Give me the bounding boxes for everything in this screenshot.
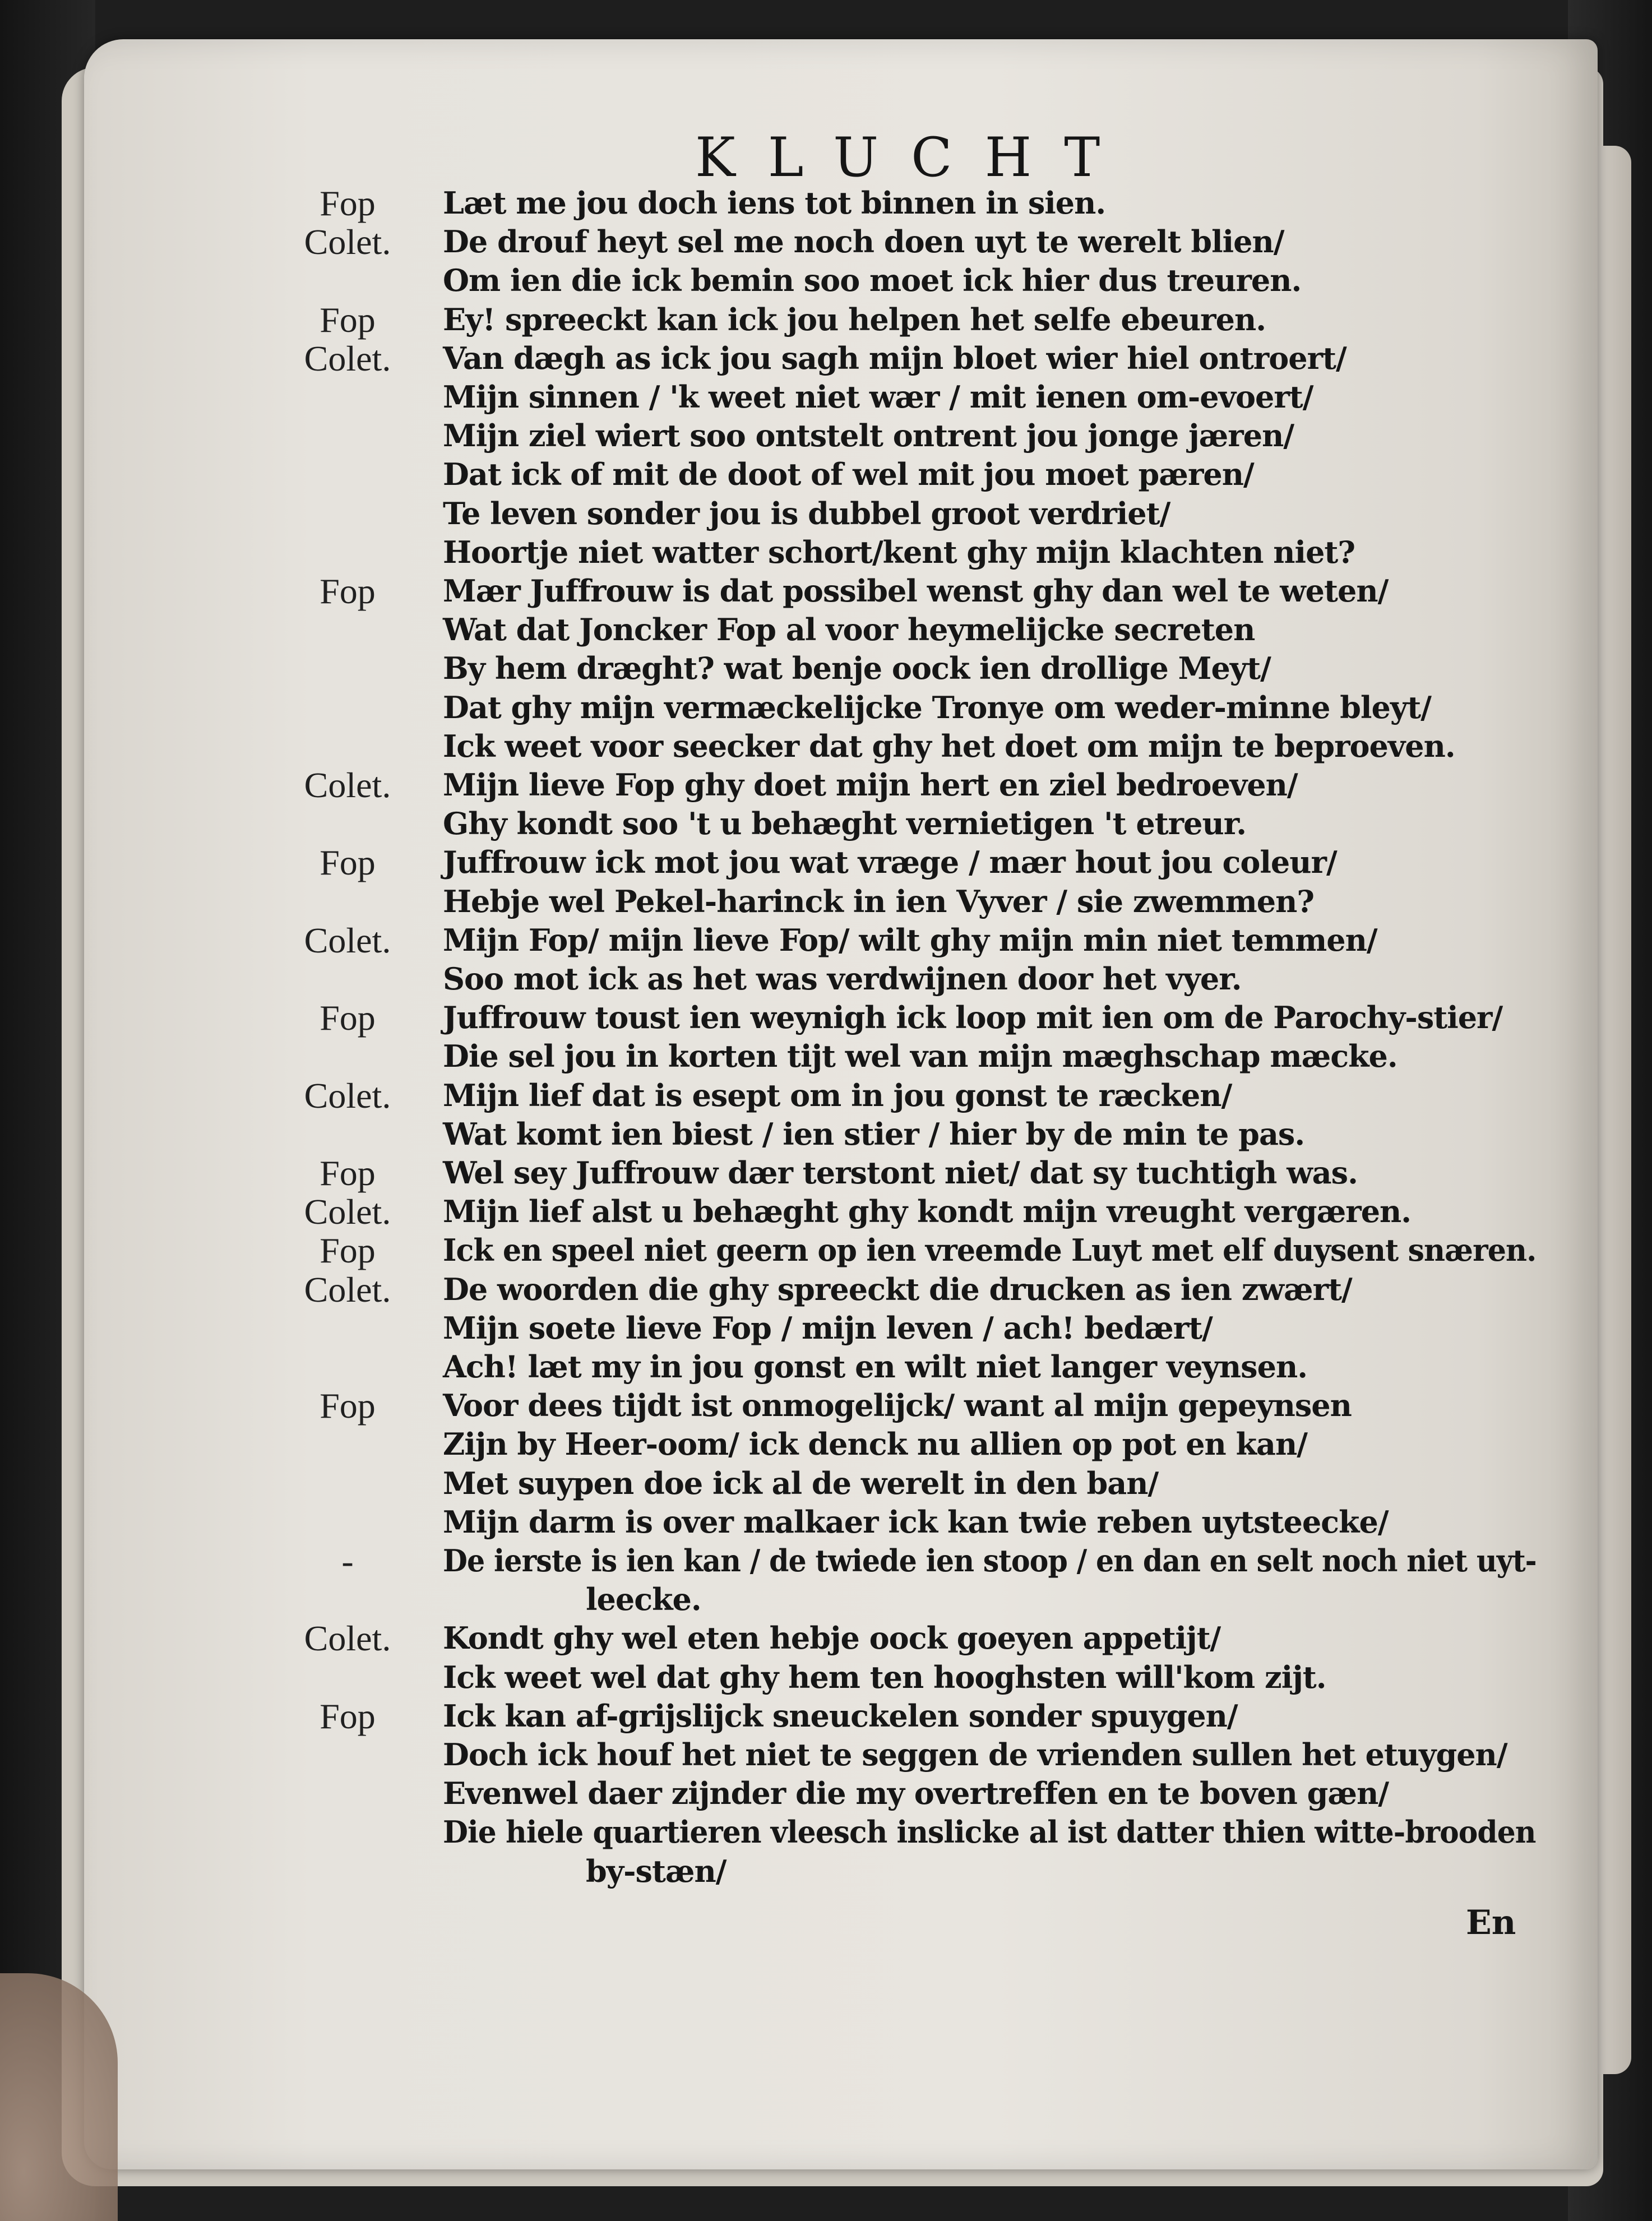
dialogue-line: Wat dat Joncker Fop al voor heymelijcke secreten (443, 612, 1255, 648)
dialogue-line: De woorden die ghy spreeckt die drucken as ien zwært/ (443, 1271, 1352, 1307)
speaker-label: Colet. (304, 920, 391, 960)
speaker-label: Fop (320, 1230, 376, 1271)
dialogue-line: Læt me jou doch iens tot binnen in sien. (443, 185, 1106, 221)
speaker-label: Colet. (304, 1075, 391, 1116)
dialogue-line: Mijn lieve Fop ghy doet mijn hert en ziel bedroeven/ (443, 767, 1298, 803)
dialogue-line: Om ien die ick bemin soo moet ick hier dus treuren. (443, 262, 1302, 299)
dialogue-line: Mijn sinnen / 'k weet niet wær / mit ienen om-evoert/ (443, 379, 1313, 415)
speaker-label: Colet. (304, 1192, 391, 1232)
thumb-holding-page (0, 1973, 118, 2221)
dialogue-line: Mijn darm is over malkaer ick kan twie reben uytsteecke/ (443, 1503, 1389, 1540)
dialogue-line: Dat ick of mit de doot of wel mit jou moet pæren/ (443, 456, 1254, 493)
speaker-label: - (341, 1541, 354, 1581)
dialogue-line: Mijn lief alst u behæght ghy kondt mijn vreught vergæren. (443, 1193, 1412, 1230)
speaker-label: Colet. (304, 1618, 391, 1659)
speaker-label: Fop (320, 1153, 376, 1193)
dialogue-line: De drouf heyt sel me noch doen uyt te werelt blien/ (443, 224, 1284, 260)
speaker-label: Fop (320, 183, 376, 223)
dialogue-line: Die hiele quartieren vleesch inslicke al ist datter thien witte-brooden (443, 1814, 1536, 1850)
dialogue-line: Mijn lief dat is esept om in jou gonst te ræcken/ (443, 1077, 1232, 1113)
dialogue-line: Ick kan af-grijslijck sneuckelen sonder spuygen/ (443, 1697, 1238, 1734)
speaker-label: Fop (320, 998, 376, 1038)
speaker-label: Fop (320, 571, 376, 611)
speaker-label: Colet. (304, 222, 391, 262)
dialogue-line: by-stæn/ (586, 1853, 726, 1889)
speaker-label: Colet. (304, 1269, 391, 1310)
dialogue-line: Voor dees tijdt ist onmogelijck/ want al mijn gepeynsen (443, 1387, 1352, 1424)
dialogue-line: Juffrouw toust ien weynigh ick loop mit ien om de Parochy-stier/ (443, 1000, 1503, 1036)
dialogue-line: By hem dræght? wat benje oock ien drollige Meyt/ (443, 650, 1271, 687)
dialogue-line: Doch ick houf het niet te seggen de vrienden sullen het etuygen/ (443, 1737, 1507, 1773)
speaker-label: Fop (320, 1386, 376, 1426)
dialogue-line: Mijn Fop/ mijn lieve Fop/ wilt ghy mijn min niet temmen/ (443, 922, 1377, 958)
facing-page-edge (1598, 146, 1631, 2074)
dialogue-line: Ick en speel niet geern op ien vreemde Luyt met elf duysent snæren. (443, 1232, 1537, 1269)
running-head: KLUCHT (695, 126, 1133, 189)
dialogue-line: Ick weet voor seecker dat ghy het doet om mijn te beproeven. (443, 728, 1455, 764)
dialogue-line: Soo mot ick as het was verdwijnen door het vyer. (443, 961, 1242, 997)
dialogue-line: Evenwel daer zijnder die my overtreffen en te boven gæn/ (443, 1775, 1389, 1812)
dialogue-line: Ach! læt my in jou gonst en wilt niet langer veynsen. (443, 1349, 1308, 1385)
dialogue-line: Juffrouw ick mot jou wat vræge / mær hout jou coleur/ (443, 844, 1337, 881)
dialogue-line: De ierste is ien kan / de twiede ien stoop / en dan en selt noch niet uyt- (443, 1543, 1537, 1579)
dialogue-line: Hebje wel Pekel-harinck in ien Vyver / sie zwemmen? (443, 883, 1314, 919)
dialogue-line: Ey! spreeckt kan ick jou helpen het selfe ebeuren. (443, 301, 1266, 337)
dialogue-line: Te leven sonder jou is dubbel groot verdriet/ (443, 495, 1170, 531)
dialogue-line: Wel sey Juffrouw dær terstont niet/ dat sy tuchtigh was. (443, 1155, 1358, 1191)
dialogue-line: leecke. (586, 1581, 701, 1618)
speaker-label: Fop (320, 843, 376, 883)
dialogue-line: Dat ghy mijn vermæckelijcke Tronye om weder-minne bleyt/ (443, 689, 1431, 725)
dialogue-line: Mijn soete lieve Fop / mijn leven / ach! bedært/ (443, 1310, 1213, 1346)
catchword: En (1466, 1903, 1516, 1942)
dialogue-line: Wat komt ien biest / ien stier / hier by de min te pas. (443, 1116, 1305, 1152)
dialogue-line: Zijn by Heer-oom/ ick denck nu allien op pot en kan/ (443, 1426, 1308, 1463)
dialogue-line: Ghy kondt soo 't u behæght vernietigen 't etreur. (443, 806, 1246, 842)
dialogue-line: Die sel jou in korten tijt wel van mijn mæghschap mæcke. (443, 1038, 1398, 1075)
dialogue-line: Mær Juffrouw is dat possibel wenst ghy dan wel te weten/ (443, 573, 1389, 609)
dialogue-line: Van dægh as ick jou sagh mijn bloet wier hiel ontroert/ (443, 340, 1346, 376)
dialogue-line: Kondt ghy wel eten hebje oock goeyen appetijt/ (443, 1620, 1221, 1657)
dialogue-line: Mijn ziel wiert soo ontstelt ontrent jou jonge jæren/ (443, 418, 1294, 454)
dialogue-line: Hoortje niet watter schort/kent ghy mijn klachten niet? (443, 534, 1355, 570)
speaker-label: Colet. (304, 765, 391, 805)
speaker-label: Fop (320, 1696, 376, 1736)
speaker-label: Fop (320, 299, 376, 340)
dialogue-line: Met suypen doe ick al de werelt in den ban/ (443, 1465, 1159, 1501)
speaker-label: Colet. (304, 338, 391, 378)
dialogue-line: Ick weet wel dat ghy hem ten hooghsten will'kom zijt. (443, 1659, 1326, 1695)
